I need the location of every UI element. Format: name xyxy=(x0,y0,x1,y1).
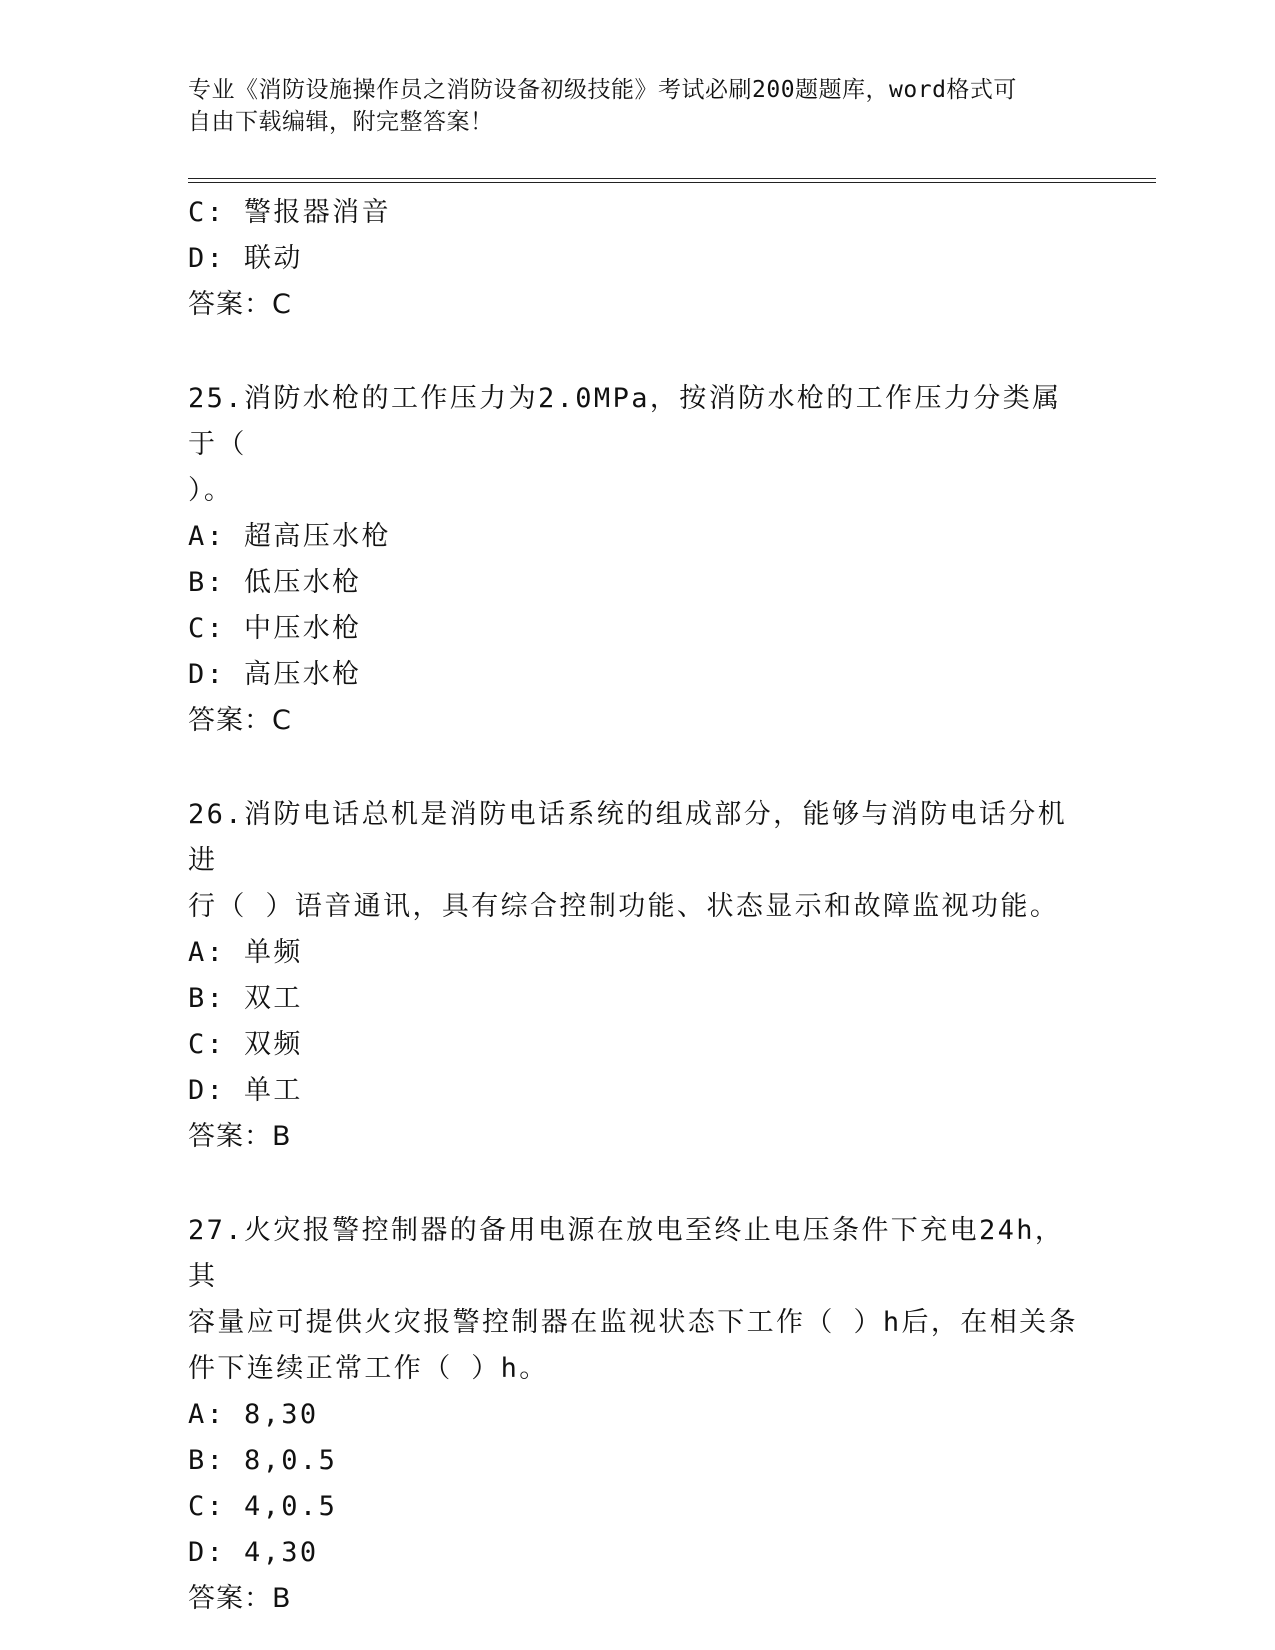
option-d: D: 4,30 xyxy=(188,1537,319,1568)
option-b: B: 双工 xyxy=(188,983,303,1014)
option-c: C: 警报器消音 xyxy=(188,197,391,228)
answer-line: 答案：B xyxy=(188,1583,292,1614)
question-stem-line: 容量应可提供火灾报警控制器在监视状态下工作（ ）h后，在相关条 xyxy=(188,1307,1078,1338)
option-a: A: 8,30 xyxy=(188,1399,319,1430)
option-a: A: 单频 xyxy=(188,937,303,968)
option-b: B: 低压水枪 xyxy=(188,567,362,598)
question-stem-line: 行（ ）语音通讯，具有综合控制功能、状态显示和故障监视功能。 xyxy=(188,891,1060,922)
question-stem-line: 27.火灾报警控制器的备用电源在放电至终止电压条件下充电24h，其 xyxy=(188,1215,1065,1292)
question-26 xyxy=(188,792,1088,1160)
option-c: C: 4,0.5 xyxy=(188,1491,338,1522)
page-header xyxy=(188,74,1068,138)
option-d: D: 单工 xyxy=(188,1075,303,1106)
header-line-1: 专业《消防设施操作员之消防设备初级技能》考试必刷200题题库，word格式可 xyxy=(188,77,1017,103)
answer-line: 答案：B xyxy=(188,1121,292,1152)
question-stem-line: 件下连续正常工作（ ）h。 xyxy=(188,1353,549,1384)
option-c: C: 双频 xyxy=(188,1029,303,1060)
question-content xyxy=(188,190,1088,1622)
question-24-tail xyxy=(188,190,1088,328)
question-stem-line: 25.消防水枪的工作压力为2.0MPa，按消防水枪的工作压力分类属于（ xyxy=(188,383,1062,460)
answer-line: 答案：C xyxy=(188,705,292,736)
question-stem-line: ）。 xyxy=(188,475,234,506)
option-d: D: 高压水枪 xyxy=(188,659,362,690)
option-a: A: 超高压水枪 xyxy=(188,521,391,552)
question-25 xyxy=(188,376,1088,744)
header-line-2: 自由下载编辑，附完整答案！ xyxy=(188,109,494,135)
question-stem-line: 26.消防电话总机是消防电话系统的组成部分，能够与消防电话分机进 xyxy=(188,799,1068,876)
question-27 xyxy=(188,1208,1088,1622)
option-d: D: 联动 xyxy=(188,243,303,274)
header-double-rule xyxy=(188,178,1156,183)
option-c: C: 中压水枪 xyxy=(188,613,362,644)
option-b: B: 8,0.5 xyxy=(188,1445,338,1476)
answer-line: 答案：C xyxy=(188,289,292,320)
